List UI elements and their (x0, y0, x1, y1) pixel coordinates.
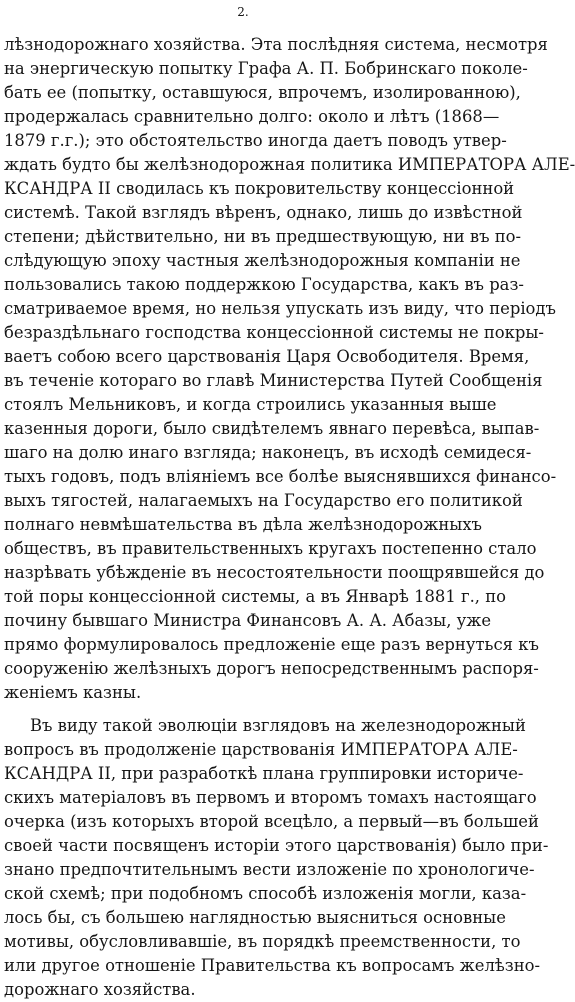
text-line: степени; дѣйствительно, ни въ предшествующую, ни въ по- (4, 227, 522, 246)
text-line: бать ее (попытку, оставшуюся, впрочемъ, изолированною), (4, 83, 521, 102)
text-line: обществъ, въ правительственныхъ кругахъ постепенно стало (4, 539, 537, 558)
text-line: мотивы, обусловливавшіе, въ порядкѣ преемственности, то (4, 932, 521, 951)
paragraph-gap (4, 705, 482, 714)
text-line: КСАНДРА II сводилась къ покровительству концессіонной (4, 179, 515, 198)
text-line: ждать будто бы желѣзнодорожная политика ИМПЕРАТОРА АЛЕ- (4, 155, 575, 174)
text-line: въ теченіе котораго во главѣ Министерства Путей Сообщенія (4, 371, 543, 390)
text-line: Въ виду такой эволюціи взглядовъ на железнодорожный (30, 716, 526, 735)
text-line: прямо формулировалось предложеніе еще разъ вернуться къ (4, 635, 539, 654)
text-line: КСАНДРА II, при разработкѣ плана группировки историче- (4, 764, 524, 783)
body-text (4, 33, 575, 1002)
text-line: своей части посвященъ исторіи этого царствованія) было при- (4, 836, 549, 855)
text-line: системѣ. Такой взглядъ вѣренъ, однако, лишь до извѣстной (4, 203, 523, 222)
text-line: почину бывшаго Министра Финансовъ А. А. Абазы, уже (4, 611, 492, 630)
text-line: ской схемѣ; при подобномъ способѣ изложенія могли, каза- (4, 884, 527, 903)
text-line: знано предпочтительнымъ вести изложеніе по хронологиче- (4, 860, 535, 879)
text-line: вопросъ въ продолженіе царствованія ИМПЕРАТОРА АЛЕ- (4, 740, 518, 759)
text-line: скихъ матеріаловъ въ первомъ и второмъ томахъ настоящаго (4, 788, 537, 807)
text-line: очерка (изъ которыхъ второй всецѣло, а первый—въ большей (4, 812, 539, 831)
text-line: на энергическую попытку Графа А. П. Бобринскаго поколе- (4, 59, 528, 78)
text-line: пользовались такою поддержкою Государства, какъ въ раз- (4, 275, 524, 294)
text-line: лось бы, съ большею наглядностью выясниться основные (4, 908, 506, 927)
text-line: назрѣвать убѣжденіе въ несостоятельности поощрявшейся до (4, 563, 545, 582)
text-line: лѣзнодорожнаго хозяйства. Эта послѣдняя система, несмотря (4, 35, 548, 54)
text-line: дорожнаго хозяйства. (4, 980, 196, 999)
text-line: ваетъ собою всего царствованія Царя Освободителя. Время, (4, 347, 530, 366)
text-line: казенныя дороги, было свидѣтелемъ явнаго перевѣса, выпав- (4, 419, 540, 438)
paragraph (4, 33, 575, 705)
text-line: женіемъ казны. (4, 683, 142, 702)
page-number: 2. (237, 5, 249, 19)
text-line: сооруженію желѣзныхъ дорогъ непосредственнымъ распоря- (4, 659, 539, 678)
text-line: или другое отношеніе Правительства къ вопросамъ желѣзно- (4, 956, 541, 975)
text-line: полнаго невмѣшательства въ дѣла желѣзнодорожныхъ (4, 515, 482, 534)
text-line: безраздѣльнаго господства концессіонной системы не покры- (4, 323, 544, 342)
text-line: продержалась сравнительно долго: около и лѣтъ (1868— (4, 107, 500, 126)
text-line: шаго на долю инаго взгляда; наконецъ, въ исходѣ семидеся- (4, 443, 532, 462)
text-line: слѣдующую эпоху частныя желѣзнодорожныя компаніи не (4, 251, 521, 270)
text-line: той поры концессіонной системы, а въ Январѣ 1881 г., по (4, 587, 507, 606)
paragraph (4, 714, 549, 1002)
text-line: выхъ тягостей, налагаемыхъ на Государство его политикой (4, 491, 523, 510)
text-line: тыхъ годовъ, подъ вліяніемъ все болѣе выяснявшихся финансо- (4, 467, 557, 486)
text-line: стоялъ Мельниковъ, и когда строились указанныя выше (4, 395, 497, 414)
text-line: сматриваемое время, но нельзя упускать изъ виду, что періодъ (4, 299, 556, 318)
text-line: 1879 г.г.); это обстоятельство иногда даетъ поводъ утвер- (4, 131, 507, 150)
